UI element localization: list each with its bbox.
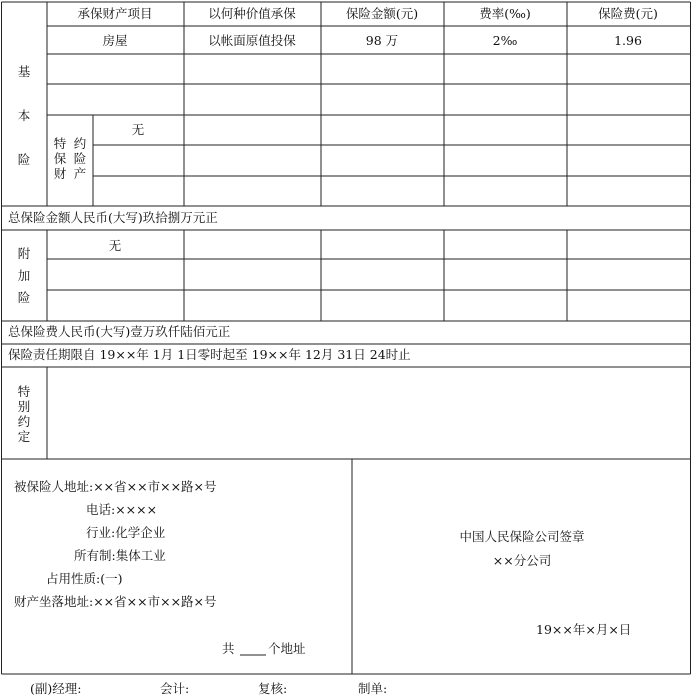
special-label-a3: 财 — [53, 166, 67, 181]
signature-reviewer: 复核: — [258, 681, 288, 696]
insured-phone: 电话:×××× — [86, 502, 158, 517]
address-count-suffix: 个地址 — [268, 641, 306, 656]
header-rate: 费率(‰) — [479, 6, 531, 21]
special-label-a2: 保 — [53, 151, 67, 166]
signature-accountant: 会计: — [160, 681, 190, 696]
header-premium: 保险费(元) — [598, 6, 658, 21]
total-premium: 总保险费人民币(大写)壹万玖仟陆佰元正 — [8, 324, 231, 339]
basic-label-3: 险 — [17, 152, 31, 167]
header-basis: 以何种价值承保 — [208, 6, 296, 21]
addon-label-2: 加 — [17, 268, 31, 283]
special-terms-label-1: 特 — [17, 384, 31, 399]
insured-industry: 行业:化学企业 — [86, 525, 166, 540]
row1-rate: 2‰ — [492, 33, 518, 48]
row1-item: 房屋 — [102, 33, 128, 48]
header-item: 承保财产项目 — [77, 6, 153, 21]
special-label-a1: 特 — [53, 136, 67, 151]
basic-label-2: 本 — [17, 108, 31, 123]
row1-premium: 1.96 — [614, 33, 642, 48]
special-terms-label-2: 别 — [17, 399, 31, 414]
addon-value: 无 — [108, 238, 122, 253]
special-label-b3: 产 — [73, 166, 87, 181]
address-count-prefix: 共 — [222, 641, 235, 656]
addon-label-3: 险 — [17, 290, 31, 305]
row1-basis: 以帐面原值投保 — [208, 33, 296, 48]
addon-label-1: 附 — [17, 246, 31, 261]
basic-label-1: 基 — [17, 64, 31, 79]
special-label-b2: 险 — [73, 151, 87, 166]
header-amount: 保险金额(元) — [345, 6, 419, 21]
stamp-date: 19××年×月×日 — [536, 622, 632, 637]
total-amount: 总保险金额人民币(大写)玖拾捌万元正 — [8, 210, 218, 225]
stamp-company: 中国人民保险公司签章 — [459, 529, 585, 544]
special-terms-label-3: 约 — [17, 414, 31, 429]
special-value: 无 — [131, 122, 145, 137]
insured-address: 被保险人地址:××省××市××路×号 — [14, 479, 217, 494]
special-label-b1: 约 — [73, 136, 87, 151]
signature-preparer: 制单: — [358, 681, 388, 696]
insurance-period: 保险责任期限自 19××年 1月 1日零时起至 19××年 12月 31日 24时止 — [8, 347, 411, 362]
special-terms-label-4: 定 — [17, 429, 31, 444]
insured-occupancy: 占用性质:(一) — [46, 571, 123, 586]
row1-amount: 98 万 — [365, 33, 399, 48]
stamp-branch: ××分公司 — [492, 553, 552, 568]
insured-ownership: 所有制:集体工业 — [74, 548, 166, 563]
insured-location: 财产坐落地址:××省××市××路×号 — [14, 594, 217, 609]
signature-manager: (副)经理: — [30, 681, 82, 696]
